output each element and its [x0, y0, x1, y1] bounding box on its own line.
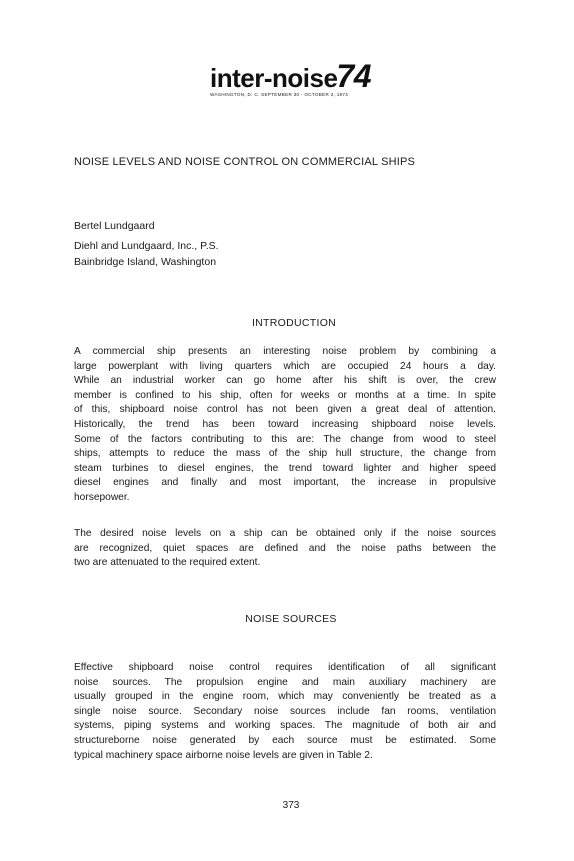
text-line: horsepower.	[74, 491, 130, 503]
author-block	[74, 218, 219, 270]
text-line: single noise source. Secondary noise sources include fan rooms, ventilation	[74, 705, 496, 717]
paragraph	[74, 345, 496, 506]
conference-logo	[210, 58, 372, 97]
text-line: systems, piping systems and working spaces. The magnitude of both air and	[74, 720, 496, 732]
text-line: member is confined to his ship, often for weeks or months at a time. In spite	[74, 389, 496, 401]
text-line: diesel engines and finally and most important, the increase in propulsive	[74, 477, 496, 489]
author-name: Bertel Lundgaard	[74, 220, 155, 232]
author-location: Bainbridge Island, Washington	[74, 256, 217, 268]
text-line: Some of the factors contributing to this are: The change from wood to steel	[74, 433, 496, 445]
author-affiliation: Diehl and Lundgaard, Inc., P.S.	[74, 240, 219, 252]
section-heading-introduction: INTRODUCTION	[251, 317, 337, 329]
logo-text: inter-noise	[210, 63, 338, 93]
text-line: While an industrial worker can go home after his shift is over, the crew	[74, 375, 496, 387]
page-number: 373	[282, 800, 300, 811]
text-line: two are attenuated to the required extent.	[74, 557, 261, 569]
logo-wordmark	[210, 58, 372, 94]
text-line: of this, shipboard noise control has not been given a great deal of attention.	[74, 404, 496, 416]
paper-title: NOISE LEVELS AND NOISE CONTROL ON COMMERCIAL SHIPS	[74, 156, 416, 168]
text-line: steam turbines to diesel engines, the trend toward lighter and higher speed	[74, 462, 496, 474]
text-line: Effective shipboard noise control requires identification of all significant	[74, 662, 496, 673]
text-line: A commercial ship presents an interesting noise problem by combining a	[74, 346, 496, 357]
text-line: structureborne noise generated by each source must be estimated. Some	[74, 734, 496, 746]
text-line: large powerplant with living quarters which are occupied 24 hours a day.	[74, 360, 496, 372]
text-line: typical machinery space airborne noise levels are given in Table 2.	[74, 749, 373, 761]
text-line: are recognized, quiet spaces are defined and the noise paths between the	[74, 542, 496, 554]
text-line: noise sources. The propulsion engine and main auxiliary machinery are	[74, 676, 496, 688]
paragraph	[74, 527, 496, 571]
logo-year: 74	[336, 58, 372, 94]
text-line: usually grouped in the engine room, which may conveniently be treated as a	[74, 691, 496, 703]
paragraph	[74, 661, 496, 763]
text-line: The desired noise levels on a ship can be obtained only if the noise sources	[74, 528, 496, 539]
text-line: Historically, the trend has been toward increasing shipboard noise levels.	[74, 418, 496, 430]
text-line: ships, attempts to reduce the mass of the ship hull structure, the change from	[74, 448, 496, 460]
section-heading-noise-sources: NOISE SOURCES	[245, 613, 337, 625]
logo-subtitle: WASHINGTON, D. C. SEPTEMBER 30 - OCTOBER 2, 1974	[210, 92, 349, 97]
